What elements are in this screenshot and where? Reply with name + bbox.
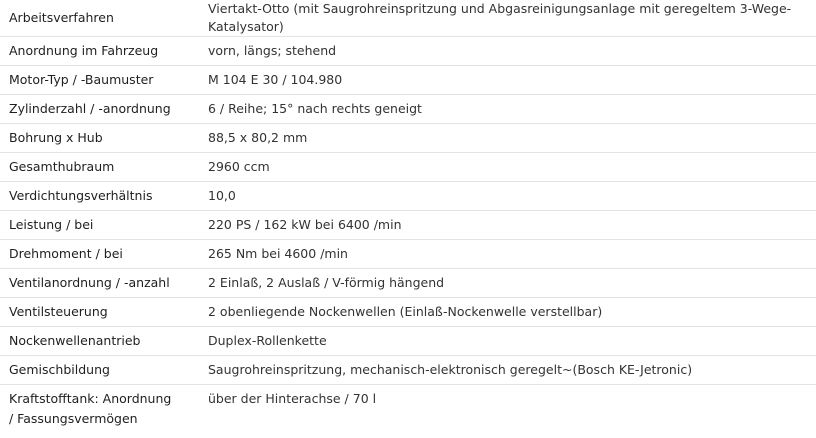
spec-label: Leistung / bei [0, 211, 196, 240]
spec-row-drehmoment [0, 240, 816, 269]
spec-label: Gesamthubraum [0, 153, 196, 182]
spec-value: 88,5 x 80,2 mm [196, 124, 816, 153]
spec-row-verdichtung [0, 182, 816, 211]
spec-label: Drehmoment / bei [0, 240, 196, 269]
spec-value: 10,0 [196, 182, 816, 211]
spec-label: Anordnung im Fahrzeug [0, 37, 196, 66]
spec-label: Gemischbildung [0, 356, 196, 385]
spec-row-anordnung [0, 37, 816, 66]
spec-label: Verdichtungsverhältnis [0, 182, 196, 211]
spec-value: M 104 E 30 / 104.980 [196, 66, 816, 95]
spec-label: Ventilanordnung / -anzahl [0, 269, 196, 298]
spec-label: Zylinderzahl / -anordnung [0, 95, 196, 124]
spec-value: 220 PS / 162 kW bei 6400 /min [196, 211, 816, 240]
spec-value: 265 Nm bei 4600 /min [196, 240, 816, 269]
spec-row-motor-typ [0, 66, 816, 95]
spec-row-zylinderzahl [0, 95, 816, 124]
spec-label: Nockenwellenantrieb [0, 327, 196, 356]
spec-row-gesamthubraum [0, 153, 816, 182]
spec-row-ventilsteuerung [0, 298, 816, 327]
spec-value: 2960 ccm [196, 153, 816, 182]
spec-value: Viertakt-Otto (mit Saugrohreinspritzung und Abgasreinigungsanlage mit geregeltem 3-Wege-Katalysator) [196, 0, 816, 37]
spec-row-nockenwellenantrieb [0, 327, 816, 356]
spec-label: Arbeitsverfahren [0, 0, 196, 37]
spec-row-kraftstofftank [0, 385, 816, 434]
spec-row-gemischbildung [0, 356, 816, 385]
spec-value: 2 Einlaß, 2 Auslaß / V-förmig hängend [196, 269, 816, 298]
spec-value: 6 / Reihe; 15° nach rechts geneigt [196, 95, 816, 124]
spec-label: Motor-Typ / -Baumuster [0, 66, 196, 95]
spec-label: Bohrung x Hub [0, 124, 196, 153]
spec-value: vorn, längs; stehend [196, 37, 816, 66]
spec-value: 2 obenliegende Nockenwellen (Einlaß-Nockenwelle verstellbar) [196, 298, 816, 327]
spec-value: Saugrohreinspritzung, mechanisch-elektronisch geregelt~(Bosch KE-Jetronic) [196, 356, 816, 385]
spec-label: Kraftstofftank: Anordnung / Fassungsvermögen [9, 391, 172, 426]
spec-row-ventilanordnung [0, 269, 816, 298]
spec-row-arbeitsverfahren [0, 0, 816, 37]
spec-value: über der Hinterachse / 70 l [208, 391, 377, 406]
spec-row-bohrung-hub [0, 124, 816, 153]
spec-label: Ventilsteuerung [0, 298, 196, 327]
spec-value: Duplex-Rollenkette [196, 327, 816, 356]
spec-row-leistung [0, 211, 816, 240]
